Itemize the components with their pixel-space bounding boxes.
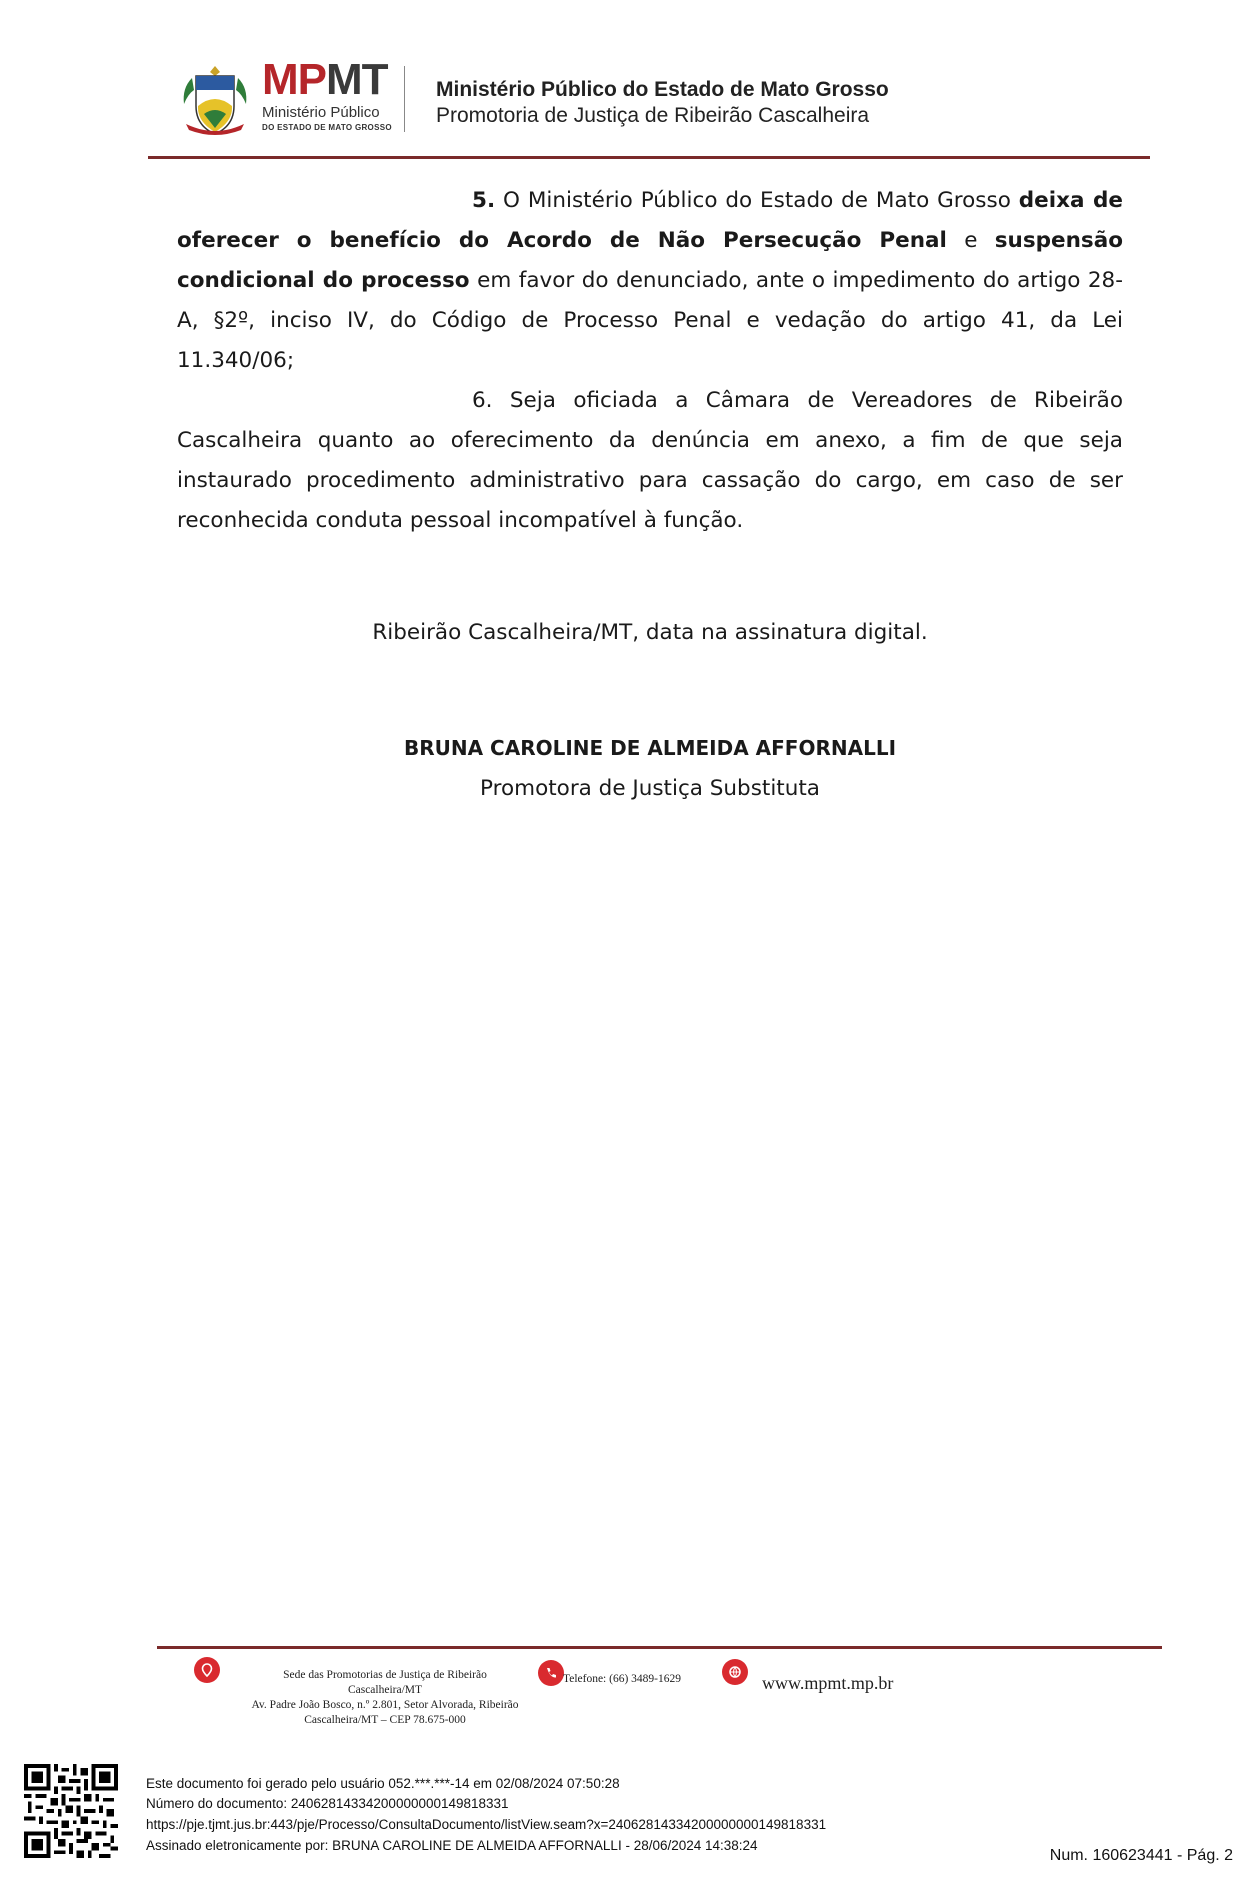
address-line: Sede das Promotorias de Justiça de Ribeirão	[283, 1669, 487, 1681]
footer-phone: Telefone: (66) 3489-1629	[563, 1673, 681, 1685]
meta-generated: Este documento foi gerado pelo usuário 052.***.***-14 em 02/08/2024 07:50:28	[146, 1776, 620, 1791]
logo-subtitle-small: DO ESTADO DE MATO GROSSO	[262, 123, 392, 132]
header-title: Ministério Público do Estado de Mato Grosso	[436, 78, 889, 101]
place-date: Ribeirão Cascalheira/MT, data na assinatura digital.	[372, 620, 928, 645]
page-number: Num. 160623441 - Pág. 2	[1049, 1847, 1233, 1864]
location-pin-icon	[194, 1657, 220, 1683]
address-line: Av. Padre João Bosco, n.º 2.801, Setor Alvorada, Ribeirão	[251, 1699, 519, 1711]
meta-signature: Assinado eletronicamente por: BRUNA CAROLINE DE ALMEIDA AFFORNALLI - 28/06/2024 14:38:24	[146, 1838, 758, 1853]
logo-mt-text: MT	[326, 55, 388, 104]
address-line: Cascalheira/MT – CEP 78.675-000	[304, 1714, 466, 1726]
mpmt-logo	[262, 55, 388, 104]
paragraph-text: em favor do denunciado, ante o impedimento do artigo 28-A, §2º, inciso IV, do Código de Processo Penal e vedação do artigo 41, da Lei 11.340/06;	[177, 268, 1123, 373]
globe-icon	[722, 1659, 748, 1685]
qr-code-icon	[24, 1764, 118, 1858]
coat-of-arms-icon	[180, 64, 250, 136]
footer-rule	[157, 1646, 1162, 1649]
logo-subtitle: Ministério Público	[262, 104, 380, 121]
paragraph-text: 6. Seja oficiada a Câmara de Vereadores de Ribeirão Cascalheira quanto ao oferecimento da denúncia em anexo, a fim de que seja instaurado procedimento administrativo para cassação do cargo, em caso de ser reconhecida conduta pessoal incompatível à função.	[177, 388, 1123, 533]
paragraph-bold: deixa de oferecer o benefício do Acordo de Não Persecução Penal	[177, 188, 1123, 253]
header-subtitle: Promotoria de Justiça de Ribeirão Cascalheira	[436, 104, 870, 127]
header-divider	[404, 66, 405, 132]
signer-role: Promotora de Justiça Substituta	[480, 776, 820, 801]
footer-address	[220, 1668, 550, 1728]
address-line: Cascalheira/MT	[347, 1684, 423, 1696]
paragraph-number: 5.	[472, 188, 496, 213]
paragraph-6	[177, 381, 1123, 541]
header-rule	[148, 156, 1150, 159]
paragraph-text: e	[946, 228, 995, 253]
signer-name: BRUNA CAROLINE DE ALMEIDA AFFORNALLI	[403, 736, 897, 760]
paragraph-bold: suspensão condicional do processo	[177, 228, 1123, 293]
phone-icon	[538, 1660, 564, 1686]
paragraph-text: O Ministério Público do Estado de Mato Grosso	[495, 188, 1019, 213]
logo-mp-text: MP	[262, 55, 326, 104]
meta-document-number: Número do documento: 24062814334200000000149818331	[146, 1796, 509, 1811]
footer-website-link[interactable]: www.mpmt.mp.br	[762, 1673, 894, 1693]
meta-document-url[interactable]: https://pje.tjmt.jus.br:443/pje/Processo/ConsultaDocumento/listView.seam?x=24062814334200000000149818331	[146, 1817, 827, 1832]
paragraph-5	[177, 181, 1123, 381]
